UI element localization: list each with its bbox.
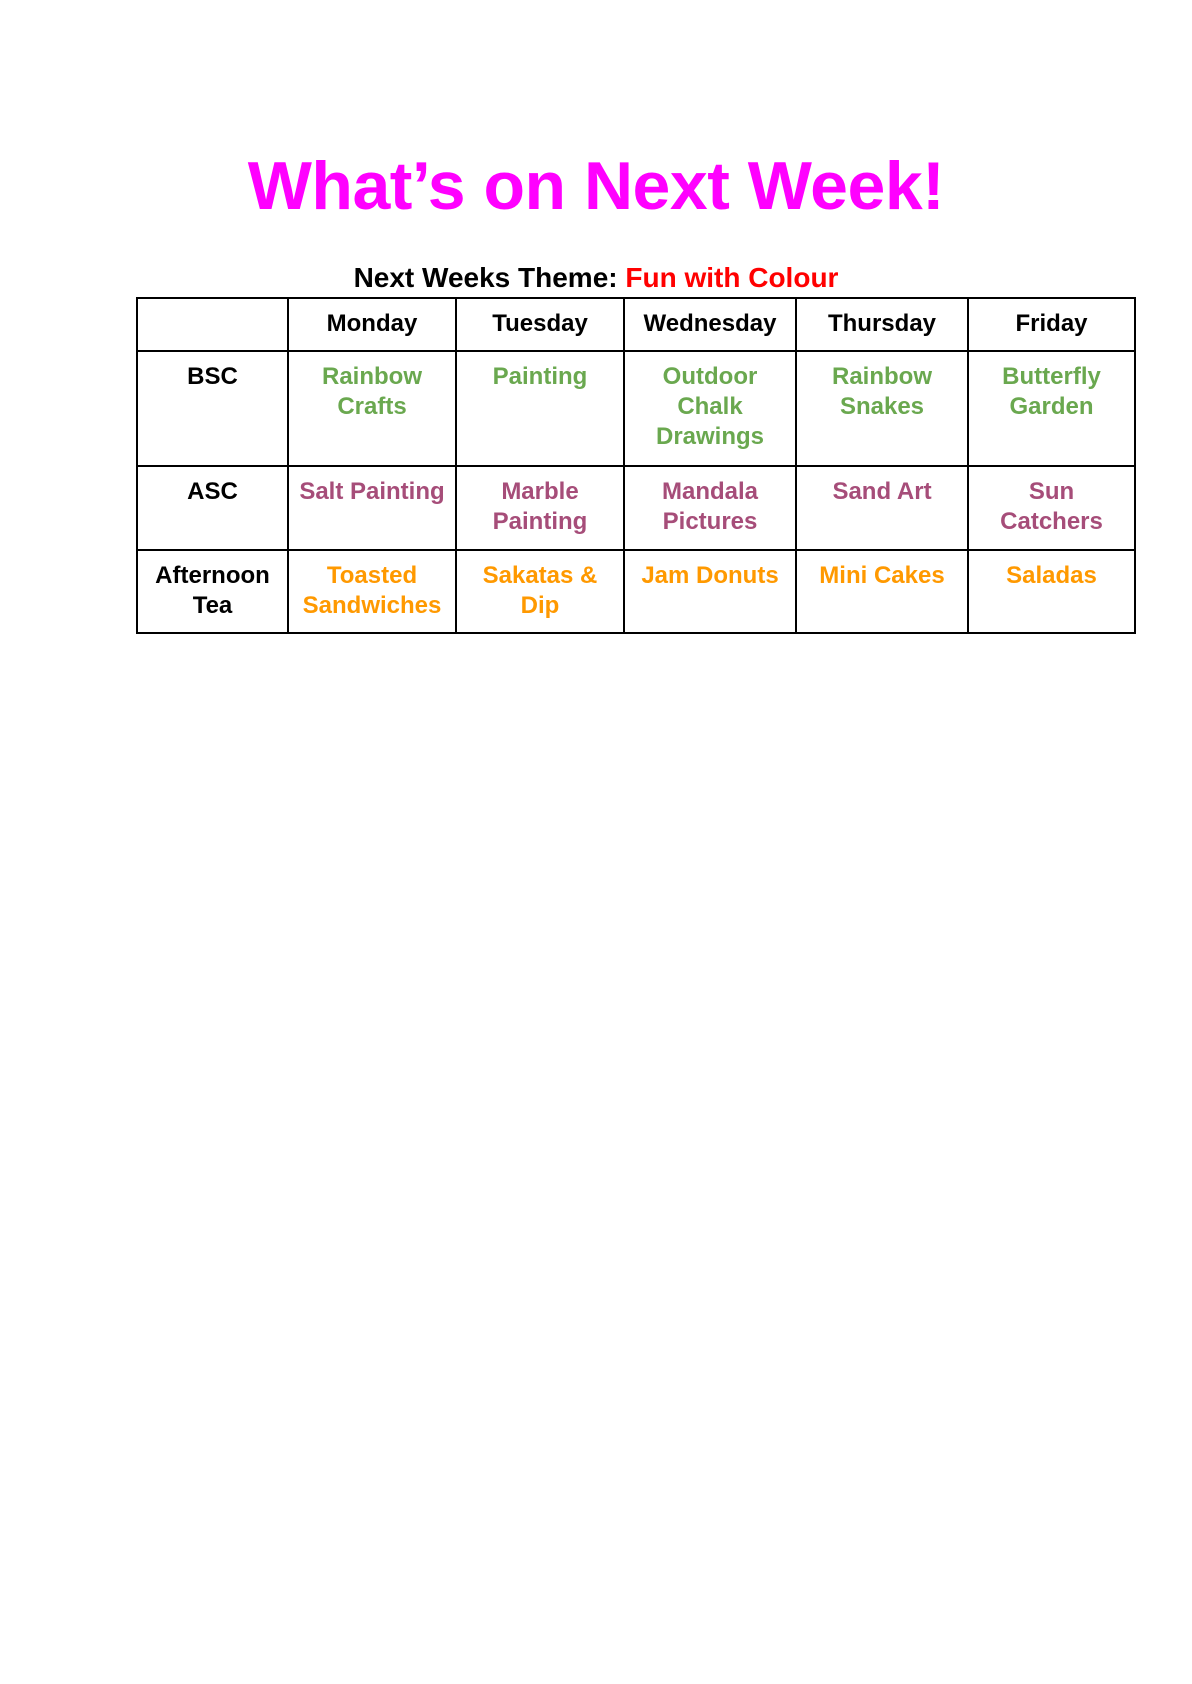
day-header-thursday: Thursday bbox=[796, 298, 968, 351]
asc-friday-cell: Sun Catchers bbox=[968, 466, 1135, 550]
bsc-wednesday-cell: Outdoor Chalk Drawings bbox=[624, 351, 796, 466]
schedule-table bbox=[136, 297, 1136, 634]
table-row-bsc bbox=[137, 351, 1135, 466]
tea-wednesday-cell: Jam Donuts bbox=[624, 550, 796, 633]
day-header-friday: Friday bbox=[968, 298, 1135, 351]
day-header-monday: Monday bbox=[288, 298, 456, 351]
row-label-asc: ASC bbox=[137, 466, 288, 550]
asc-monday-cell: Salt Painting bbox=[288, 466, 456, 550]
asc-tuesday-cell: Marble Painting bbox=[456, 466, 624, 550]
table-row-asc bbox=[137, 466, 1135, 550]
page-title: What’s on Next Week! bbox=[247, 148, 945, 224]
theme-label: Next Weeks Theme: bbox=[353, 262, 626, 293]
asc-thursday-cell: Sand Art bbox=[796, 466, 968, 550]
bsc-monday-cell: Rainbow Crafts bbox=[288, 351, 456, 466]
tea-tuesday-cell: Sakatas & Dip bbox=[456, 550, 624, 633]
bsc-thursday-cell: Rainbow Snakes bbox=[796, 351, 968, 466]
day-header-tuesday: Tuesday bbox=[456, 298, 624, 351]
tea-thursday-cell: Mini Cakes bbox=[796, 550, 968, 633]
row-label-bsc: BSC bbox=[137, 351, 288, 466]
table-header-row bbox=[137, 298, 1135, 351]
bsc-tuesday-cell: Painting bbox=[456, 351, 624, 466]
bsc-friday-cell: Butterfly Garden bbox=[968, 351, 1135, 466]
theme-value: Fun with Colour bbox=[625, 262, 839, 293]
asc-wednesday-cell: Mandala Pictures bbox=[624, 466, 796, 550]
tea-monday-cell: Toasted Sandwiches bbox=[288, 550, 456, 633]
corner-cell bbox=[137, 298, 288, 351]
table-row-afternoon-tea bbox=[137, 550, 1135, 633]
day-header-wednesday: Wednesday bbox=[624, 298, 796, 351]
tea-friday-cell: Saladas bbox=[968, 550, 1135, 633]
theme-line bbox=[0, 260, 1192, 296]
row-label-afternoon-tea: Afternoon Tea bbox=[137, 550, 288, 633]
